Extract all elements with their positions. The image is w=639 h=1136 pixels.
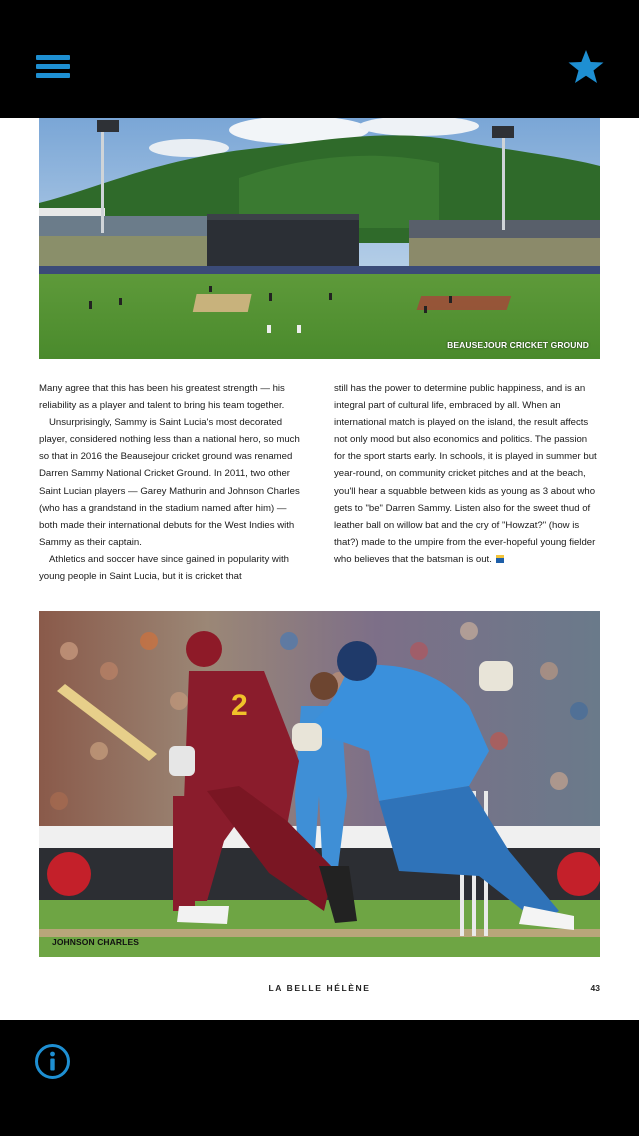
cricket-players-photo bbox=[39, 611, 600, 957]
end-of-article-icon bbox=[496, 555, 504, 563]
cricket-ground-photo bbox=[39, 118, 600, 359]
article-paragraph-text: still has the power to determine public happiness, and is an integral part of cultural life, embraced by all. When an international match is played on the island, the result affects not only mood but also economics and politics. The passion for the sport starts early. In schools, it is played in summer but year-round, on community cricket pitches and at the beach, you'll hear a squabble between kids as young as 3 about who gets to "be" Darren Sammy. Listen also for the sweet thud of leather ball on willow bat and the cry of "Howzat?" (how is that?) made to the umpire from the ever-hopeful young fielder who believes that the batsman is out. bbox=[334, 383, 597, 565]
magazine-title: LA BELLE HÉLÈNE bbox=[268, 983, 371, 993]
article-paragraph bbox=[334, 380, 600, 568]
svg-text:2: 2 bbox=[231, 689, 248, 722]
hamburger-menu-icon[interactable] bbox=[32, 50, 74, 82]
top-toolbar bbox=[0, 0, 639, 118]
page-number: 43 bbox=[590, 983, 600, 993]
info-icon[interactable] bbox=[34, 1043, 71, 1080]
article-paragraph: Athletics and soccer have since gained in popularity with young people in Saint Lucia, but it is cricket that bbox=[39, 553, 289, 583]
bottom-toolbar bbox=[0, 1020, 639, 1136]
star-icon[interactable] bbox=[566, 48, 606, 86]
article-paragraph: Many agree that this has been his greatest strength — his reliability as a player and talent to bring his team together. bbox=[39, 383, 285, 412]
magazine-page bbox=[0, 118, 639, 1020]
article-column-right bbox=[334, 380, 600, 568]
photo-caption: BEAUSEJOUR CRICKET GROUND bbox=[447, 340, 589, 350]
photo-caption: JOHNSON CHARLES bbox=[52, 937, 139, 947]
article-column-left bbox=[39, 380, 305, 585]
article-paragraph: Unsurprisingly, Sammy is Saint Lucia's most decorated player, considered nothing less than a national hero, so much so that in 2016 the Beausejour cricket ground was renamed Darren Sammy National Cricket Ground. In 2011, two other Saint Lucian players — Garey Mathurin and Johnson Charles (who has a grandstand in the stadium named after him) — both made their international debuts for the West Indies with Sammy as their captain. bbox=[39, 417, 300, 548]
